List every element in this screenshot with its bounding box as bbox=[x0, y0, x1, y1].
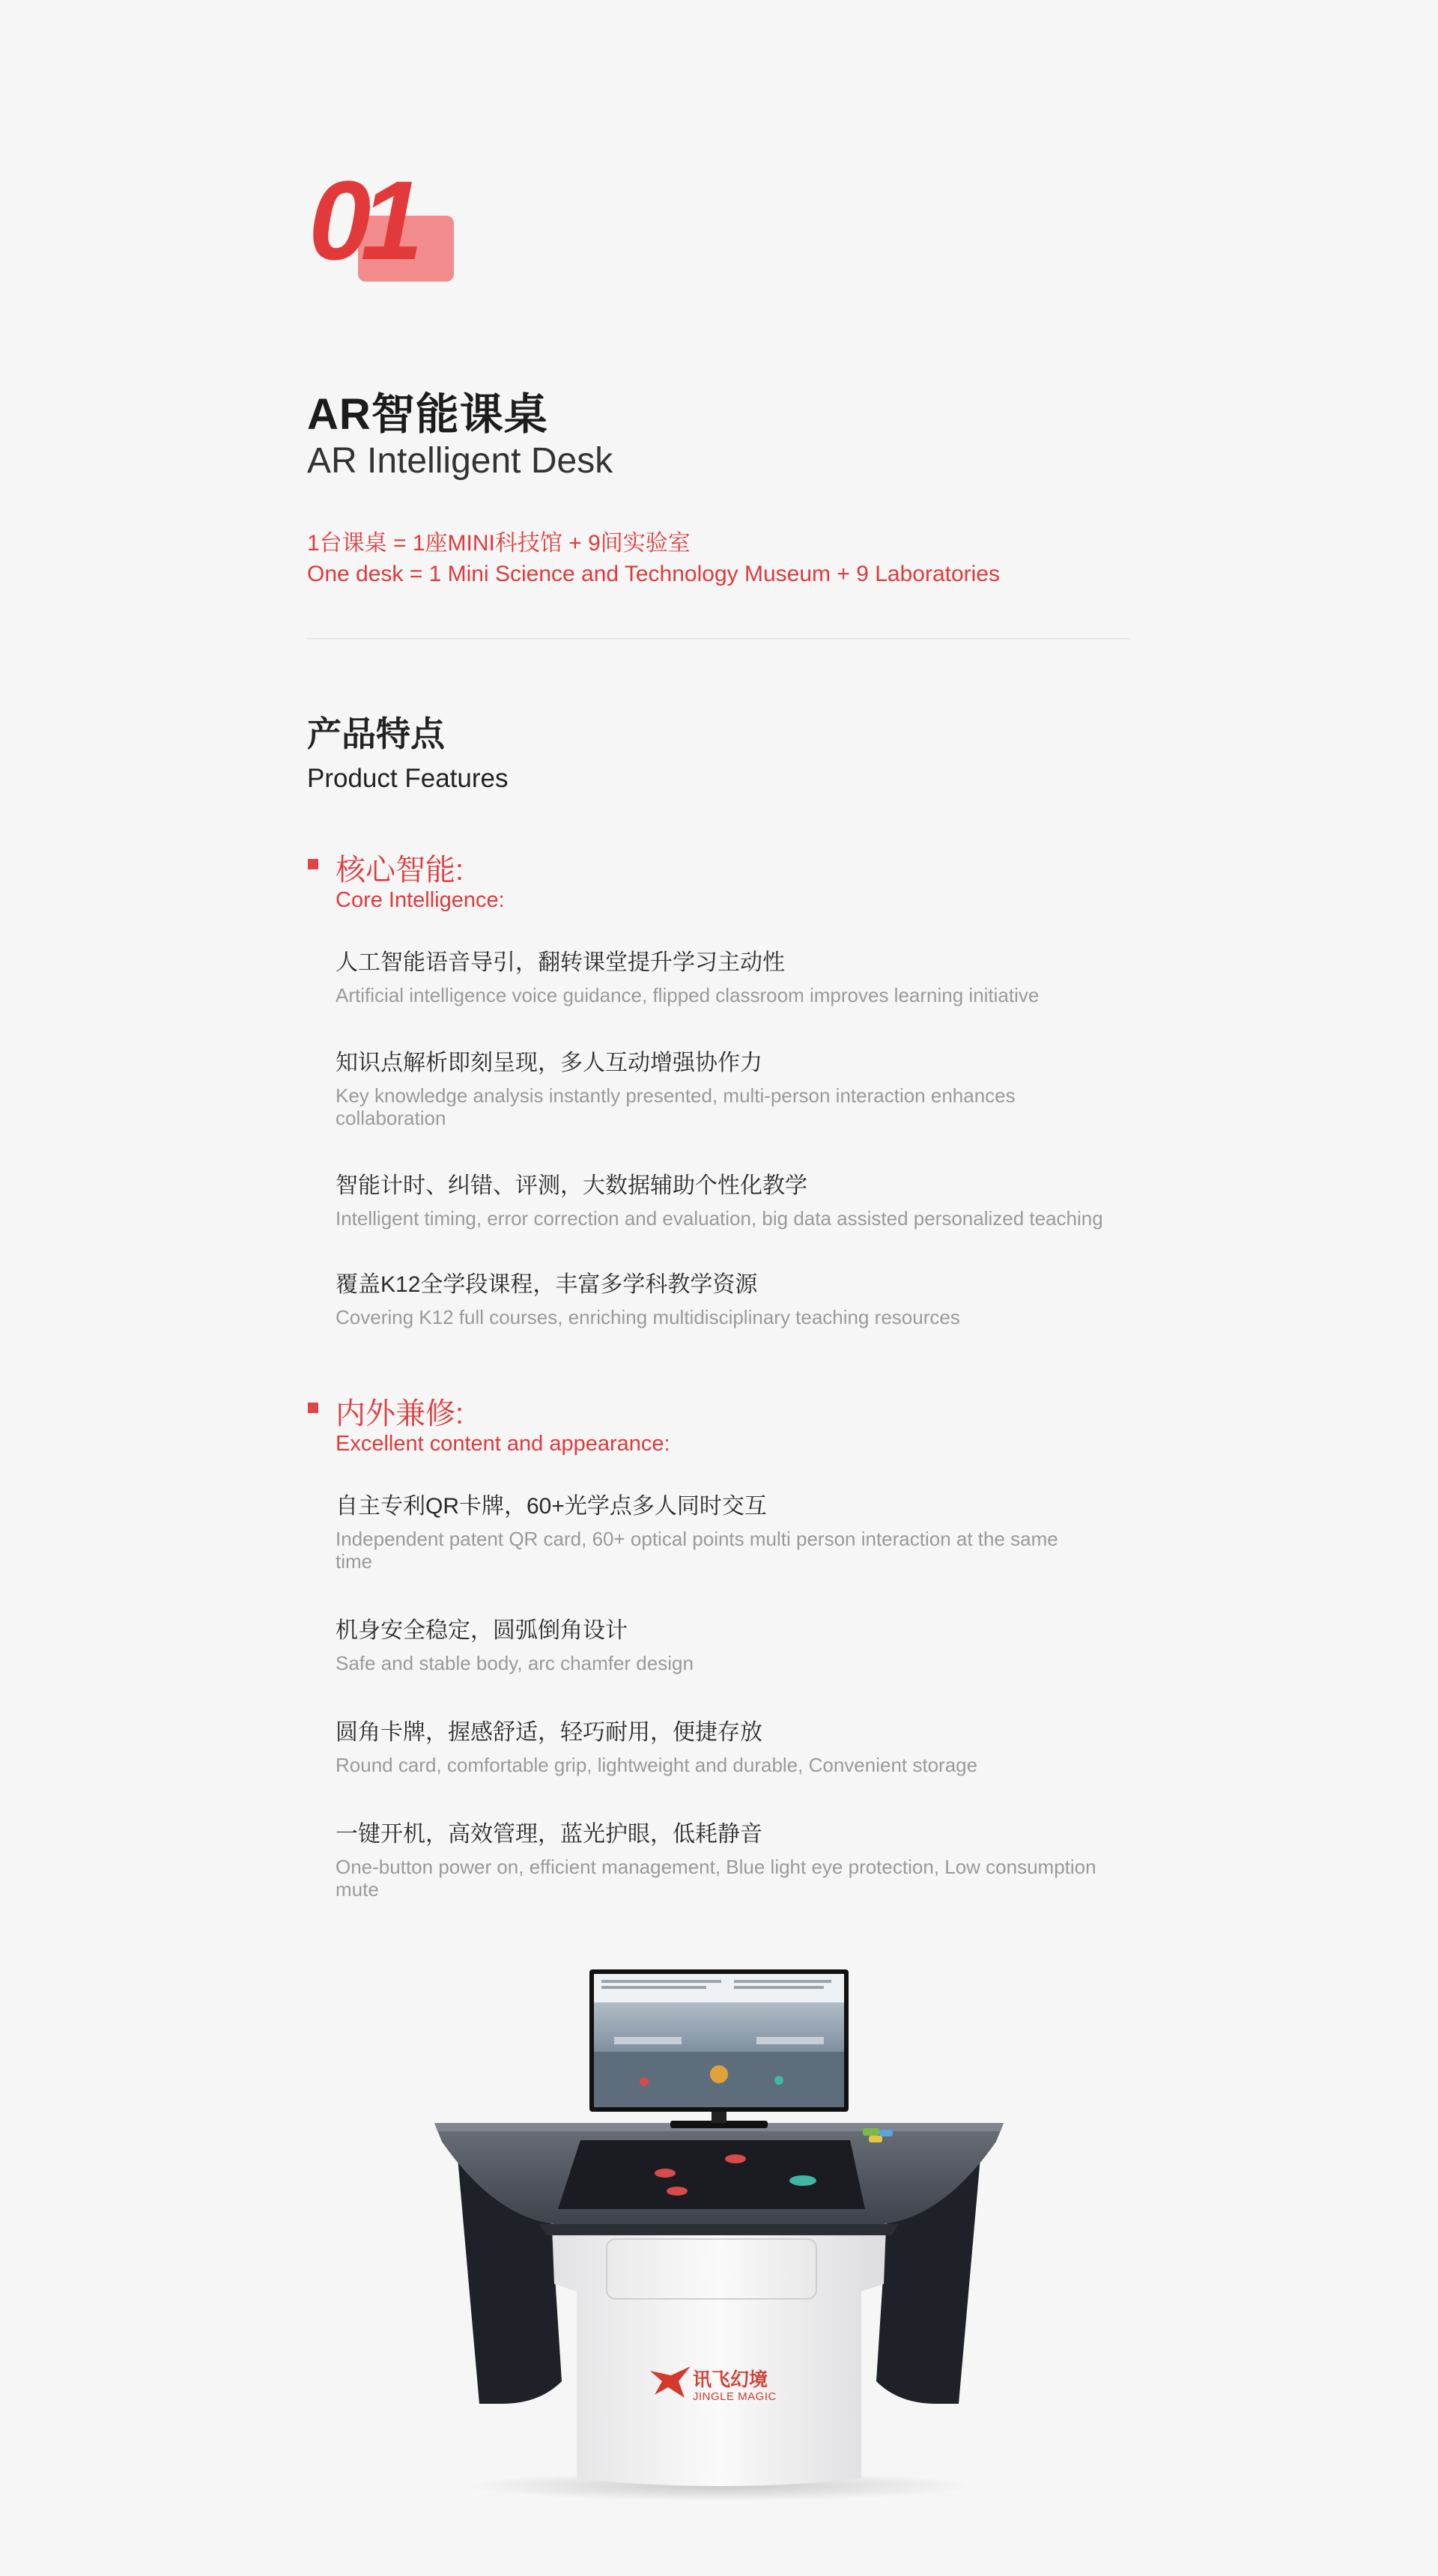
bullet-square-icon bbox=[308, 1403, 318, 1413]
list-item bbox=[336, 1492, 1144, 1573]
item-text: 覆盖K12全学段课程，丰富多学科教学资源 bbox=[336, 1272, 758, 1297]
item-text-en: Safe and stable body, arc chamfer design bbox=[336, 1652, 694, 1674]
brand-name-en: JINGLE MAGIC bbox=[693, 2390, 777, 2403]
list-item bbox=[336, 1820, 1144, 1901]
item-text-en: Independent patent QR card, 60+ optical points multi person interaction at the same time bbox=[336, 1528, 1058, 1573]
features-heading-en: Product Features bbox=[307, 764, 509, 793]
list-item bbox=[336, 1270, 1144, 1328]
group-header bbox=[307, 1390, 1146, 1463]
item-text-en: Covering K12 full courses, enriching multidisciplinary teaching resources bbox=[336, 1306, 960, 1328]
section-number-graphic bbox=[307, 157, 457, 283]
page-subtitle: AR Intelligent Desk bbox=[307, 441, 613, 481]
section-number: 01 bbox=[309, 157, 413, 283]
item-text-en: Intelligent timing, error correction and evaluation, big data assisted personalized teaching bbox=[336, 1207, 1103, 1230]
list-item bbox=[336, 1048, 1144, 1129]
item-text: 机身安全稳定，圆弧倒角设计 bbox=[336, 1618, 628, 1643]
ar-desk-illustration bbox=[419, 1962, 1019, 2501]
item-text: 知识点解析即刻呈现，多人互动增强协作力 bbox=[336, 1051, 762, 1075]
item-text-en: Key knowledge analysis instantly presented, multi-person interaction enhances collaboration bbox=[336, 1084, 1016, 1129]
item-text-en: Artificial intelligence voice guidance, flipped classroom improves learning initiative bbox=[336, 984, 1040, 1006]
feature-group-core bbox=[307, 846, 1146, 1328]
list-item bbox=[336, 1616, 1144, 1674]
item-text: 自主专利QR卡牌，60+光学点多人同时交互 bbox=[336, 1494, 767, 1519]
features-heading: 产品特点 bbox=[307, 714, 445, 753]
item-text: 一键开机，高效管理，蓝光护眼，低耗静音 bbox=[336, 1822, 762, 1847]
divider bbox=[307, 638, 1131, 640]
item-text: 人工智能语音导引，翻转课堂提升学习主动性 bbox=[336, 950, 785, 975]
bullet-square-icon bbox=[308, 859, 318, 869]
slogan-zh: 1台课桌 = 1座MINI科技馆 + 9间实验室 bbox=[307, 531, 691, 556]
item-text-en: One-button power on, efficient management, Blue light eye protection, Low consumption mute bbox=[336, 1856, 1096, 1901]
slogan-en: One desk = 1 Mini Science and Technology Museum + 9 Laboratories bbox=[307, 562, 1000, 586]
group-title: 内外兼修: bbox=[336, 1397, 464, 1430]
list-item bbox=[336, 1171, 1144, 1230]
group-title: 核心智能: bbox=[336, 854, 464, 887]
list-item bbox=[336, 1718, 1144, 1776]
group-title-en: Core Intelligence: bbox=[336, 888, 505, 912]
group-title-en: Excellent content and appearance: bbox=[336, 1432, 670, 1456]
brand-name: 讯飞幻境 bbox=[693, 2369, 768, 2390]
brand-logo-icon bbox=[649, 2365, 692, 2401]
feature-group-appearance bbox=[307, 1390, 1146, 1901]
item-text-en: Round card, comfortable grip, lightweight and durable, Convenient storage bbox=[336, 1754, 978, 1776]
group-header bbox=[307, 846, 1146, 920]
list-item bbox=[336, 948, 1144, 1006]
item-text: 智能计时、纠错、评测，大数据辅助个性化教学 bbox=[336, 1173, 807, 1198]
item-text: 圆角卡牌，握感舒适，轻巧耐用，便捷存放 bbox=[336, 1720, 762, 1745]
page-title: AR智能课桌 bbox=[307, 390, 548, 439]
